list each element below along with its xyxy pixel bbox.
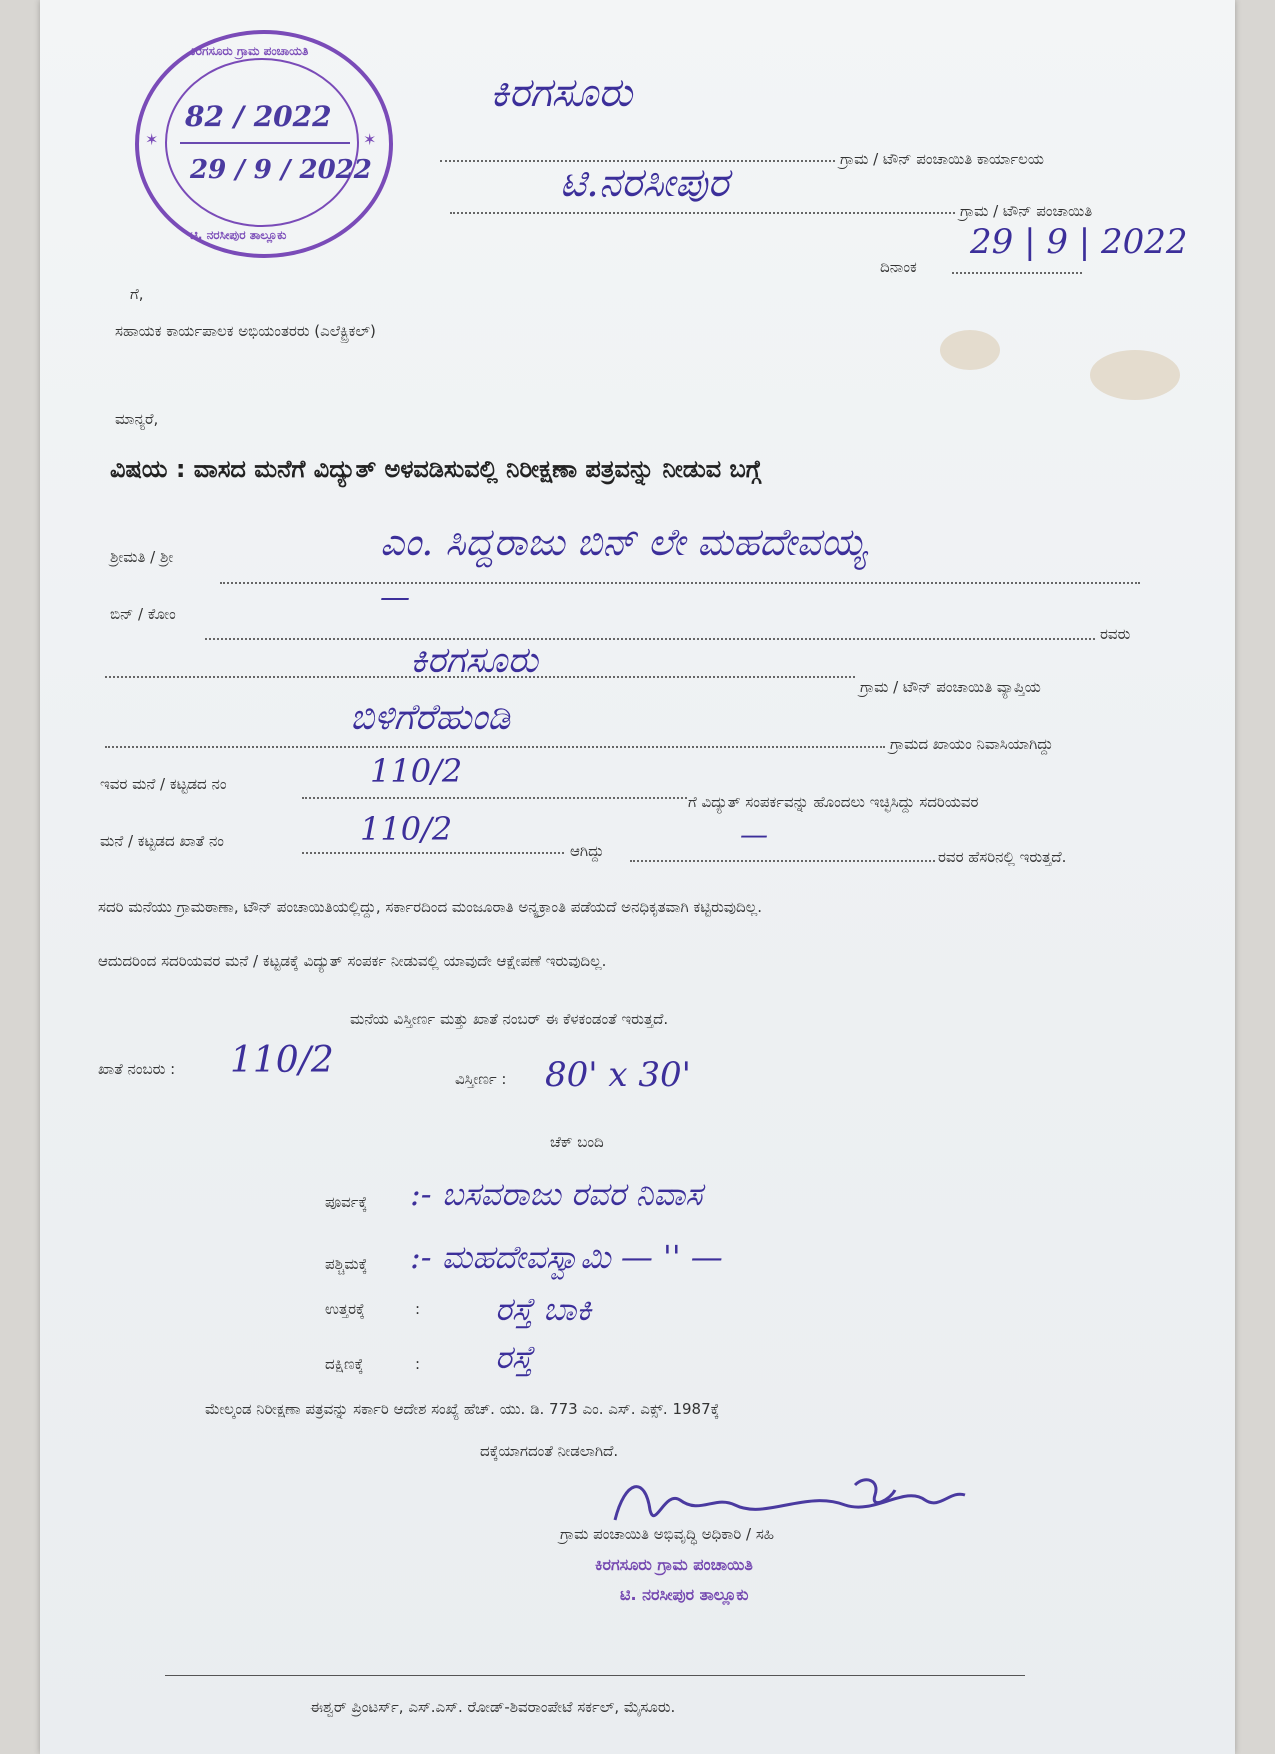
area-value: 80' x 30' [545,1055,692,1095]
sign-stamp-line-1: ಕಿರಗಸೂರು ಗ್ರಾಮ ಪಂಚಾಯಿತಿ [595,1555,753,1574]
house-value: 110/2 [370,752,463,790]
printer-credit: ಈಶ್ವರ್ ಪ್ರಿಂಟರ್ಸ್, ಎಸ್.ಎಸ್. ರೋಡ್-ಶಿವರಾಂಪೇಟೆ ಸರ್ಕಲ್, ಮೈಸೂರು. [310,1698,676,1716]
khata-label: ಮನೆ / ಕಟ್ಟಡದ ಖಾತೆ ನಂ [100,832,224,850]
khata-no-value: 110/2 [230,1040,334,1081]
stamp-top-text: ಕಿರಗಸೂರು ಗ್ರಾಮ ಪಂಚಾಯತಿ [190,44,309,58]
dotted-line [302,852,564,854]
south-colon: : [415,1355,421,1373]
paragraph-1: ಸದರಿ ಮನೆಯು ಗ್ರಾಮಠಾಣಾ, ಟೌನ್ ಪಂಚಾಯಿತಿಯಲ್ಲಿದ್ದು, ಸರ್ಕಾರದಿಂದ ಮಂಜೂರಾತಿ ಅನ್ಯಕ್ರಾಂತಿ ಪಡೆಯದೆ ಅನಧಿಕೃತವಾಗಿ ಕಟ್ಟಿರುವುದಿಲ್ಲ. [98,898,762,916]
dotted-line [220,582,1140,584]
house-suffix: ಗೆ ವಿದ್ಯುತ್ ಸಂಪರ್ಕವನ್ನು ಹೊಂದಲು ಇಚ್ಛಿಸಿದ್ದು ಸದರಿಯವರ [688,793,979,811]
name-value: ಎಂ. ಸಿದ್ದರಾಜು ಬಿನ್ ಲೇ ಮಹದೇವಯ್ಯ [380,520,867,564]
stamp-divider [180,142,350,144]
dotted-line [302,797,687,799]
north-label: ಉತ್ತರಕ್ಕೆ [325,1300,365,1318]
house-label: ಇವರ ಮನೆ / ಕಟ್ಟಡದ ನಂ [100,775,227,793]
paragraph-3: ಮನೆಯ ವಿಸ್ತೀರ್ಣ ಮತ್ತು ಖಾತೆ ನಂಬರ್ ಈ ಕೆಳಕಂಡಂತೆ ಇರುತ್ತದೆ. [350,1010,669,1028]
area-label: ವಿಸ್ತೀರ್ಣ : [455,1070,507,1088]
ravaru-label: ರವರು [1100,625,1131,643]
khata-value: 110/2 [360,810,453,848]
dotted-line [450,212,955,214]
dotted-line [952,272,1082,274]
dotted-line [105,676,855,678]
dotted-line [205,638,1095,640]
north-value: ರಸ್ತೆ ಬಾಕಿ [495,1290,592,1328]
north-colon: : [415,1300,421,1318]
khata-no-label: ಖಾತೆ ನಂಬರು : [98,1060,176,1078]
panchayat-stamp [135,30,395,265]
khata-suffix: ರವರ ಹೆಸರಿನಲ್ಲಿ ಇರುತ್ತದೆ. [938,848,1067,866]
subject-line: ವಿಷಯ : ವಾಸದ ಮನೆಗೆ ವಿದ್ಯುತ್ ಅಳವಡಿಸುವಲ್ಲಿ ನಿರೀಕ್ಷಣಾ ಪತ್ರವನ್ನು ನೀಡುವ ಬಗ್ಗೆ [110,455,762,483]
sign-stamp-line-2: ಟಿ. ನರಸೀಪುರ ತಾಲ್ಲೂಕು [620,1585,749,1604]
east-value: :- ಬಸವರಾಜು ರವರ ನಿವಾಸ [410,1175,703,1213]
father-value: — [380,580,410,615]
date-label: ದಿನಾಂಕ [880,258,917,276]
west-value: :- ಮಹದೇವಸ್ವಾಮಿ — '' — [410,1238,723,1276]
east-label: ಪೂರ್ವಕ್ಕೆ [325,1193,368,1211]
order-line-2: ದಕ್ಕೆಯಾಗದಂತೆ ನೀಡಲಾಗಿದೆ. [480,1442,619,1460]
grama-label: ಗ್ರಾಮದ ಖಾಯಂ ನಿವಾಸಿಯಾಗಿದ್ದು [890,735,1054,753]
panchayat-label: ಗ್ರಾಮ / ಟೌನ್ ಪಂಚಾಯಿತಿ [960,202,1093,220]
village-handwritten: ಕಿರಗಸೂರು [490,70,633,116]
recipient: ಸಹಾಯಕ ಕಾರ್ಯಪಾಲಕ ಅಭಿಯಂತರರು (ಎಲೆಕ್ಟ್ರಿಕಲ್) [115,322,376,340]
signature-designation: ಗ್ರಾಮ ಪಂಚಾಯಿತಿ ಅಭಿವೃದ್ಧಿ ಅಧಿಕಾರಿ / ಸಹಿ [560,1525,775,1543]
stain [1090,350,1180,400]
stamp-date: 29 / 9 / 2022 [190,155,372,185]
stamp-number: 82 / 2022 [185,100,332,133]
taluk-handwritten: ಟಿ.ನರಸೀಪುರ [560,160,729,206]
star-icon: ✶ [363,130,377,149]
south-label: ದಕ್ಷಿಣಕ್ಕೆ [325,1355,364,1373]
agiddu-label: ಆಗಿದ್ದು [570,842,604,860]
west-label: ಪಶ್ಚಿಮಕ್ಕೆ [325,1255,368,1273]
agiddu-value: — [740,818,768,851]
stain [940,330,1000,370]
paragraph-2: ಆದುದರಿಂದ ಸದರಿಯವರ ಮನೆ / ಕಟ್ಟಡಕ್ಕೆ ವಿದ್ಯುತ್ ಸಂಪರ್ಕ ನೀಡುವಲ್ಲಿ ಯಾವುದೇ ಆಕ್ಷೇಪಣೆ ಇರುವುದಿಲ್ಲ. [98,952,607,970]
name-label: ಶ್ರೀಮತಿ / ಶ್ರೀ [110,548,174,566]
village-value: ಕಿರಗಸೂರು [410,640,538,681]
document-page [40,0,1235,1754]
footer-rule [165,1675,1025,1676]
stamp-bottom-text: ಟಿ. ನರಸೀಪುರ ತಾಲ್ಲೂಕು [190,228,287,242]
date-handwritten: 29 | 9 | 2022 [970,222,1188,262]
star-icon: ✶ [145,130,159,149]
dotted-line [105,746,885,748]
boundaries-title: ಚೆಕ್ ಬಂದಿ [550,1133,604,1151]
office-label: ಗ್ರಾಮ / ಟೌನ್ ಪಂಚಾಯಿತಿ ಕಾರ್ಯಾಲಯ [840,150,1044,168]
father-label: ಬಿನ್ / ಕೋಂ [110,605,176,623]
village-label: ಗ್ರಾಮ / ಟೌನ್ ಪಂಚಾಯಿತಿ ವ್ಯಾಪ್ತಿಯ [860,678,1041,696]
order-line-1: ಮೇಲ್ಕಂಡ ನಿರೀಕ್ಷಣಾ ಪತ್ರವನ್ನು ಸರ್ಕಾರಿ ಆದೇಶ ಸಂಖ್ಯೆ ಹೆಚ್. ಯು. ಡಿ. 773 ಎಂ. ಎಸ್. ಎಕ್ಸ್. 1987ಕ್ಕೆ [205,1400,720,1418]
to-label: ಗೆ, [130,285,144,303]
dotted-line [630,860,935,862]
south-value: ರಸ್ತೆ [495,1338,533,1376]
grama-value: ಬಿಳಿಗೆರೆಹುಂಡಿ [350,697,511,738]
salutation: ಮಾನ್ಯರೆ, [115,410,159,428]
